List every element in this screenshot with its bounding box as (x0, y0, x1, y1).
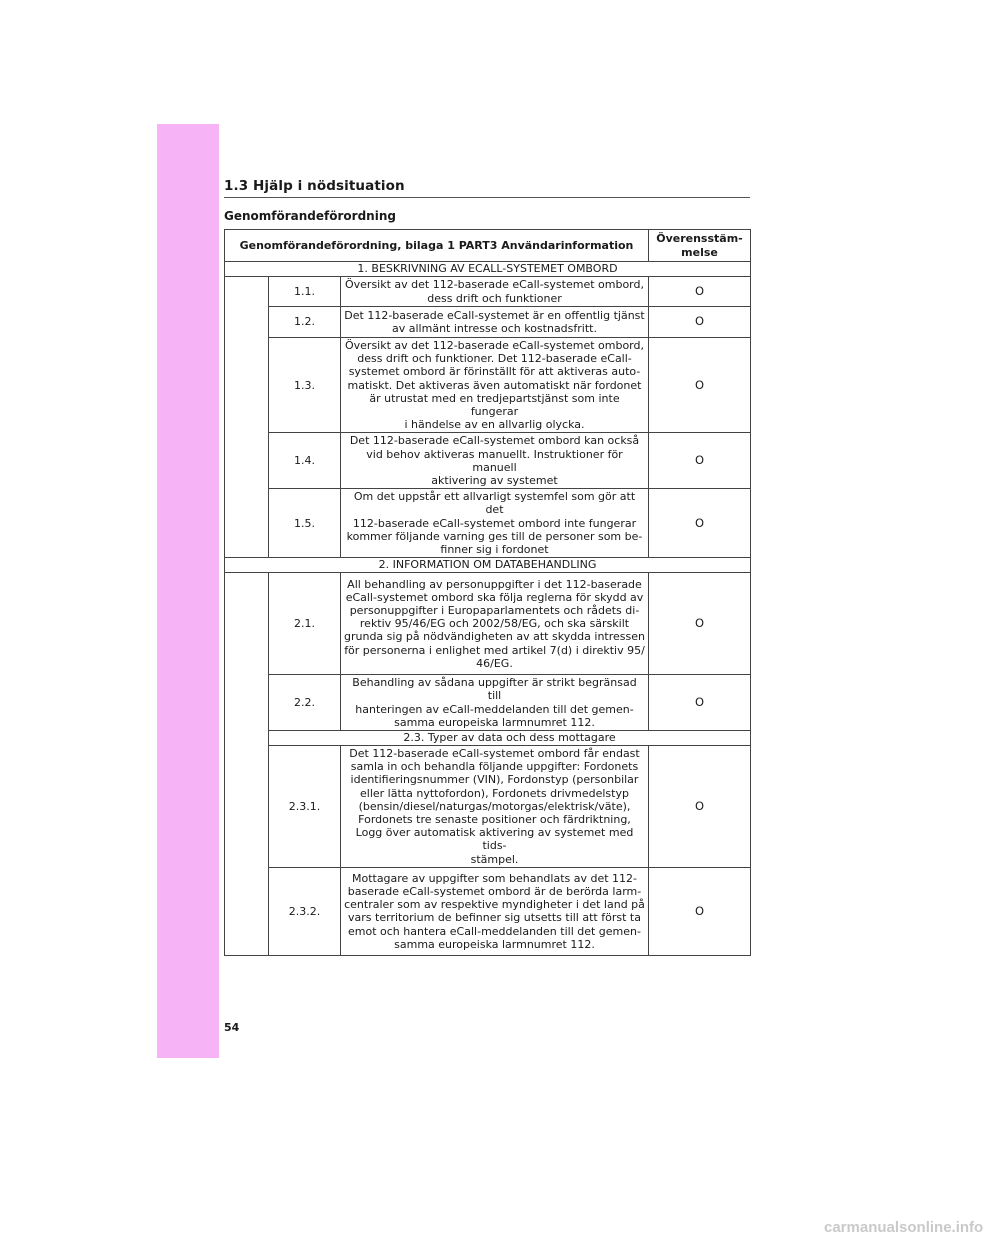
table-row (225, 489, 751, 558)
row-number: 1.1. (269, 277, 341, 307)
table-row (225, 433, 751, 489)
conformity-mark: O (649, 307, 751, 338)
regulation-table (224, 229, 751, 956)
conformity-mark: O (649, 433, 751, 489)
table-row (225, 573, 751, 675)
row-text: Det 112-baserade eCall-systemet ombord får endast samla in och behandla följande uppgifter: Fordonets identifieringsnummer (VIN), Fordonstyp (personbilar eller lätta nyttofordon), Fordonets drivmedelstyp (bensin/diesel/naturgas/motorgas/elektrisk/väte), Fordonets tre senaste positioner och färdriktning, Logg över automatisk aktivering av systemet med tids- stämpel. (341, 746, 649, 868)
column-header: Genomförandeförordning, bilaga 1 PART3 Användarinformation (225, 230, 649, 262)
table-header-row (225, 230, 751, 262)
conformity-mark: O (649, 867, 751, 955)
side-tab (157, 124, 219, 1058)
table-row (225, 338, 751, 433)
row-number: 1.3. (269, 338, 341, 433)
conformity-mark: O (649, 338, 751, 433)
table-row (225, 307, 751, 338)
column-header: Överensstäm- melse (649, 230, 751, 262)
row-number: 2.2. (269, 675, 341, 731)
section-title: 2. INFORMATION OM DATABEHANDLING (225, 558, 751, 573)
row-number: 2.3.2. (269, 867, 341, 955)
table-row (225, 867, 751, 955)
row-number: 2.1. (269, 573, 341, 675)
blank-cell (225, 277, 269, 558)
row-number: 2.3.1. (269, 746, 341, 868)
row-number: 1.5. (269, 489, 341, 558)
row-text: Mottagare av uppgifter som behandlats av det 112- baserade eCall-systemet ombord är de berörda larm- centraler som av respektive myndigheter i det land på vars territorium de befinner sig utsetts till att först ta emot och hantera eCall-meddelanden till det gemen- samma europeiska larmnumret 112. (341, 867, 649, 955)
conformity-mark: O (649, 489, 751, 558)
conformity-mark: O (649, 675, 751, 731)
watermark: carmanualsonline.info (824, 1219, 983, 1236)
table-row (225, 675, 751, 731)
conformity-mark: O (649, 573, 751, 675)
section-title: 1.3 Hjälp i nödsituation (224, 178, 750, 198)
row-number: 1.4. (269, 433, 341, 489)
row-text: Behandling av sådana uppgifter är strikt begränsad till hanteringen av eCall-meddelanden till det gemen- samma europeiska larmnumret 112. (341, 675, 649, 731)
blank-cell (225, 573, 269, 956)
row-number: 1.2. (269, 307, 341, 338)
subsection-title: 2.3. Typer av data och dess mottagare (269, 731, 751, 746)
row-text: Om det uppstår ett allvarligt systemfel som gör att det 112-baserade eCall-systemet ombord inte fungerar kommer följande varning ges till de personer som be- finner sig i fordonet (341, 489, 649, 558)
row-text: Det 112-baserade eCall-systemet är en offentlig tjänst av allmänt intresse och kostnadsfritt. (341, 307, 649, 338)
section-title: 1. BESKRIVNING AV ECALL-SYSTEMET OMBORD (225, 262, 751, 277)
conformity-mark: O (649, 746, 751, 868)
row-text: All behandling av personuppgifter i det 112-baserade eCall-systemet ombord ska följa reglerna för skydd av personuppgifter i Europaparlamentets och rådets di- rektiv 95/46/EG och 2002/58/EG, och ska särskilt grunda sig på nödvändigheten av att skydda intressen för personerna i enlighet med artikel 7(d) i direktiv 95/ 46/EG. (341, 573, 649, 675)
row-text: Översikt av det 112-baserade eCall-systemet ombord, dess drift och funktioner (341, 277, 649, 307)
row-text: Översikt av det 112-baserade eCall-systemet ombord, dess drift och funktioner. Det 112-baserade eCall- systemet ombord är förinställt för att aktiveras auto- matiskt. Det aktiveras även automatiskt när fordonet är utrustat med en tredjepartstjänst som inte fungerar i händelse av en allvarlig olycka. (341, 338, 649, 433)
row-text: Det 112-baserade eCall-systemet ombord kan också vid behov aktiveras manuellt. Instruktioner för manuell aktivering av systemet (341, 433, 649, 489)
section-row (225, 558, 751, 573)
page-number: 54 (224, 1021, 240, 1034)
subheading: Genomförandeförordning (224, 209, 396, 223)
table-row (225, 746, 751, 868)
section-row (225, 262, 751, 277)
subsection-row (225, 731, 751, 746)
conformity-mark: O (649, 277, 751, 307)
table-row (225, 277, 751, 307)
